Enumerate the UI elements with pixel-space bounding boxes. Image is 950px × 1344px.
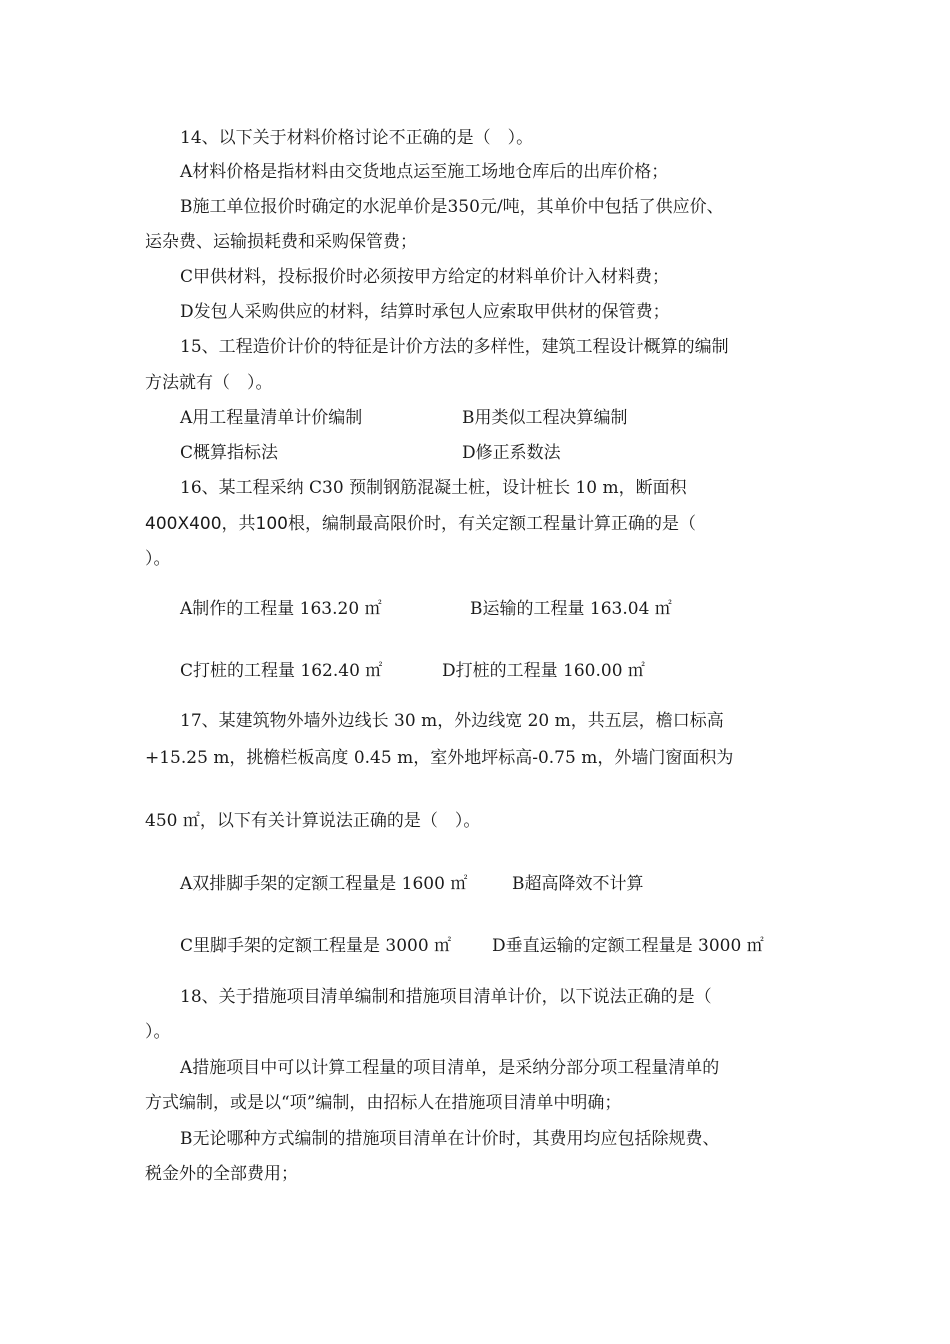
q16-section-size: 400X400 bbox=[145, 514, 222, 534]
q15-option-d: D修正系数法 bbox=[462, 443, 561, 463]
q17-option-c: C里脚手架的定额工程量是 3000 ㎡ bbox=[180, 936, 452, 956]
q16-stem-line1: 16、某工程采纳 C30 预制钢筋混凝土桩，设计桩长 10 m，断面积 bbox=[180, 478, 687, 498]
q17-stem-line3: 450 ㎡，以下有关计算说法正确的是（ ）。 bbox=[145, 811, 481, 831]
q18-option-b-line1: B无论哪种方式编制的措施项目清单在计价时，其费用均应包括除规费、 bbox=[180, 1129, 720, 1149]
q18-stem-line1: 18、关于措施项目清单编制和措施项目清单计价，以下说法正确的是（ bbox=[180, 987, 712, 1007]
q15-stem-line1: 15、工程造价计价的特征是计价方法的多样性，建筑工程设计概算的编制 bbox=[180, 337, 729, 357]
q18-option-a-line1: A措施项目中可以计算工程量的项目清单，是采纳分部分项工程量清单的 bbox=[180, 1058, 720, 1078]
q16-option-b: B运输的工程量 163.04 ㎡ bbox=[470, 599, 672, 619]
q15-option-c: C概算指标法 bbox=[180, 443, 279, 463]
q17-stem-line2: +15.25 m，挑檐栏板高度 0.45 m，室外地坪标高-0.75 m，外墙门窗面积为 bbox=[145, 748, 734, 768]
q18-stem-line2: ）。 bbox=[145, 1022, 171, 1042]
q14-option-d: D发包人采购供应的材料，结算时承包人应索取甲供材的保管费； bbox=[180, 302, 670, 322]
q15-stem-line2: 方法就有（ ）。 bbox=[145, 373, 273, 393]
q14-stem: 14、以下关于材料价格讨论不正确的是（ ）。 bbox=[180, 128, 534, 148]
q15-option-a: A用工程量清单计价编制 bbox=[180, 408, 363, 428]
q17-stem-line1: 17、某建筑物外墙外边线长 30 m，外边线宽 20 m，共五层，檐口标高 bbox=[180, 711, 724, 731]
q16-option-a: A制作的工程量 163.20 ㎡ bbox=[180, 599, 382, 619]
q14-option-b-line2: 运杂费、运输损耗费和采购保管费； bbox=[145, 232, 417, 252]
q16-option-d: D打桩的工程量 160.00 ㎡ bbox=[442, 661, 645, 681]
q17-option-d: D垂直运输的定额工程量是 3000 ㎡ bbox=[492, 936, 764, 956]
q16-option-c: C打桩的工程量 162.40 ㎡ bbox=[180, 661, 383, 681]
q16-stem-line2: 400X400，共100根，编制最高限价时，有关定额工程量计算正确的是（ bbox=[145, 514, 696, 534]
q16-pile-count: 100 bbox=[255, 514, 288, 534]
q18-option-b-line2: 税金外的全部费用； bbox=[145, 1164, 298, 1184]
q17-option-a: A双排脚手架的定额工程量是 1600 ㎡ bbox=[180, 874, 468, 894]
q14-option-a: A材料价格是指材料由交货地点运至施工场地仓库后的出库价格； bbox=[180, 162, 669, 182]
q14-option-b-line1: B施工单位报价时确定的水泥单价是350元/吨，其单价中包括了供应价、 bbox=[180, 197, 724, 217]
q15-option-b: B用类似工程决算编制 bbox=[462, 408, 628, 428]
q16-stem-line3: ）。 bbox=[145, 549, 171, 569]
q14-option-c: C甲供材料，投标报价时必须按甲方给定的材料单价计入材料费； bbox=[180, 267, 670, 287]
q17-option-b: B超高降效不计算 bbox=[512, 874, 644, 894]
q18-option-a-line2: 方式编制，或是以“项”编制，由招标人在措施项目清单中明确； bbox=[145, 1093, 622, 1113]
